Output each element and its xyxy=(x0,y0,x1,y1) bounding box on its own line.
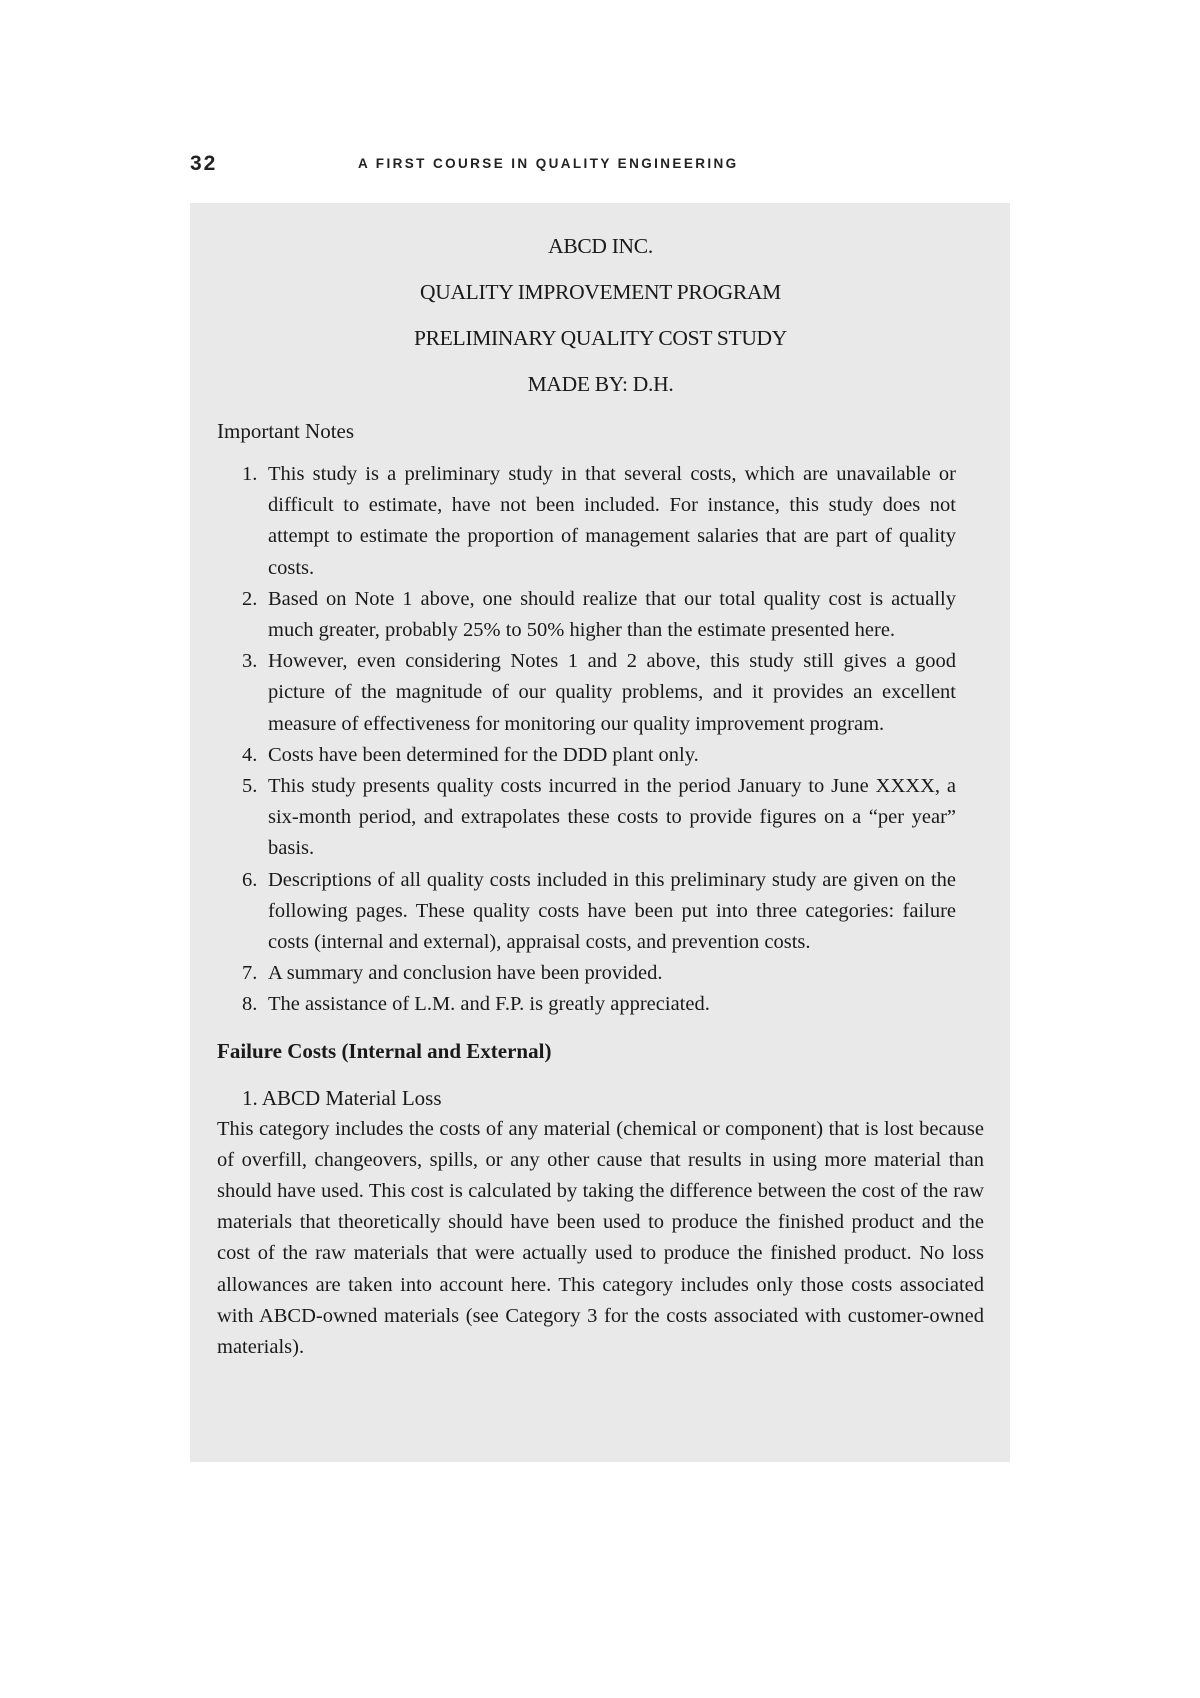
study-heading: PRELIMINARY QUALITY COST STUDY xyxy=(413,326,788,350)
section-title: Failure Costs (Internal and External) xyxy=(217,1038,552,1063)
note-item xyxy=(217,865,956,959)
note-item xyxy=(217,740,956,771)
note-number: 3. xyxy=(242,650,258,673)
note-number: 6. xyxy=(242,868,258,891)
note-item xyxy=(217,958,956,989)
note-text: This study presents quality costs incurred in the period January to June XXXX, a six-month period, and extrapolates these costs to provide figures on a “per year” basis. xyxy=(268,775,956,860)
note-number: 4. xyxy=(242,743,258,766)
note-number: 8. xyxy=(242,993,258,1016)
note-number: 5. xyxy=(242,775,258,798)
note-text: The assistance of L.M. and F.P. is greatly appreciated. xyxy=(268,993,710,1016)
note-item xyxy=(217,771,956,865)
note-item xyxy=(217,459,956,584)
running-head xyxy=(190,152,1010,182)
note-number: 1. xyxy=(242,463,258,485)
note-text: This study is a preliminary study in that several costs, which are unavailable or difficult to estimate, have not been included. For instance, this study does not attempt to estimate the proportion of management salaries that are part of quality costs. xyxy=(268,463,956,579)
note-text: However, even considering Notes 1 and 2 above, this study still gives a good picture of the magnitude of our quality problems, and it provides an excellent measure of effectiveness for monitoring our quality improvement program. xyxy=(268,650,956,735)
note-text: Costs have been determined for the DDD plant only. xyxy=(268,743,699,766)
note-item xyxy=(217,584,956,646)
category-item-title: 1. ABCD Material Loss xyxy=(242,1085,442,1110)
book-title: A FIRST COURSE IN QUALITY ENGINEERING xyxy=(358,156,739,171)
notes-title: Important Notes xyxy=(217,419,355,443)
program-heading: QUALITY IMPROVEMENT PROGRAM xyxy=(419,280,781,304)
note-text: Descriptions of all quality costs included in this preliminary study are given on the following pages. These quality costs have been put into three categories: failure costs (internal and external), appraisal costs, and prevention costs. xyxy=(268,868,956,954)
note-number: 7. xyxy=(242,962,258,985)
author-heading: MADE BY: D.H. xyxy=(527,372,674,396)
page-number: 32 xyxy=(190,152,218,175)
company-name-heading: ABCD INC. xyxy=(548,234,653,258)
note-text: Based on Note 1 above, one should realize that our total quality cost is actually much greater, probably 25% to 50% higher than the estimate presented here. xyxy=(268,587,956,642)
quality-cost-study-box xyxy=(190,203,1010,1462)
category-description: This category includes the costs of any material (chemical or component) that is lost because of overfill, changeovers, spills, or any other cause that results in using more material than should have used. This cost is calculated by taking the difference between the cost of the raw materials that theoretically should have been used to produce the finished product and the cost of the raw materials that were actually used to produce the finished product. No loss allowances are taken into account here. This category includes only those costs associated with ABCD-owned materials (see Category 3 for the costs associated with customer-owned materials). xyxy=(217,1117,984,1359)
note-item xyxy=(217,646,956,740)
notes-list xyxy=(217,459,984,1021)
note-item xyxy=(217,989,956,1020)
note-text: A summary and conclusion have been provided. xyxy=(268,962,663,985)
note-number: 2. xyxy=(242,587,258,610)
